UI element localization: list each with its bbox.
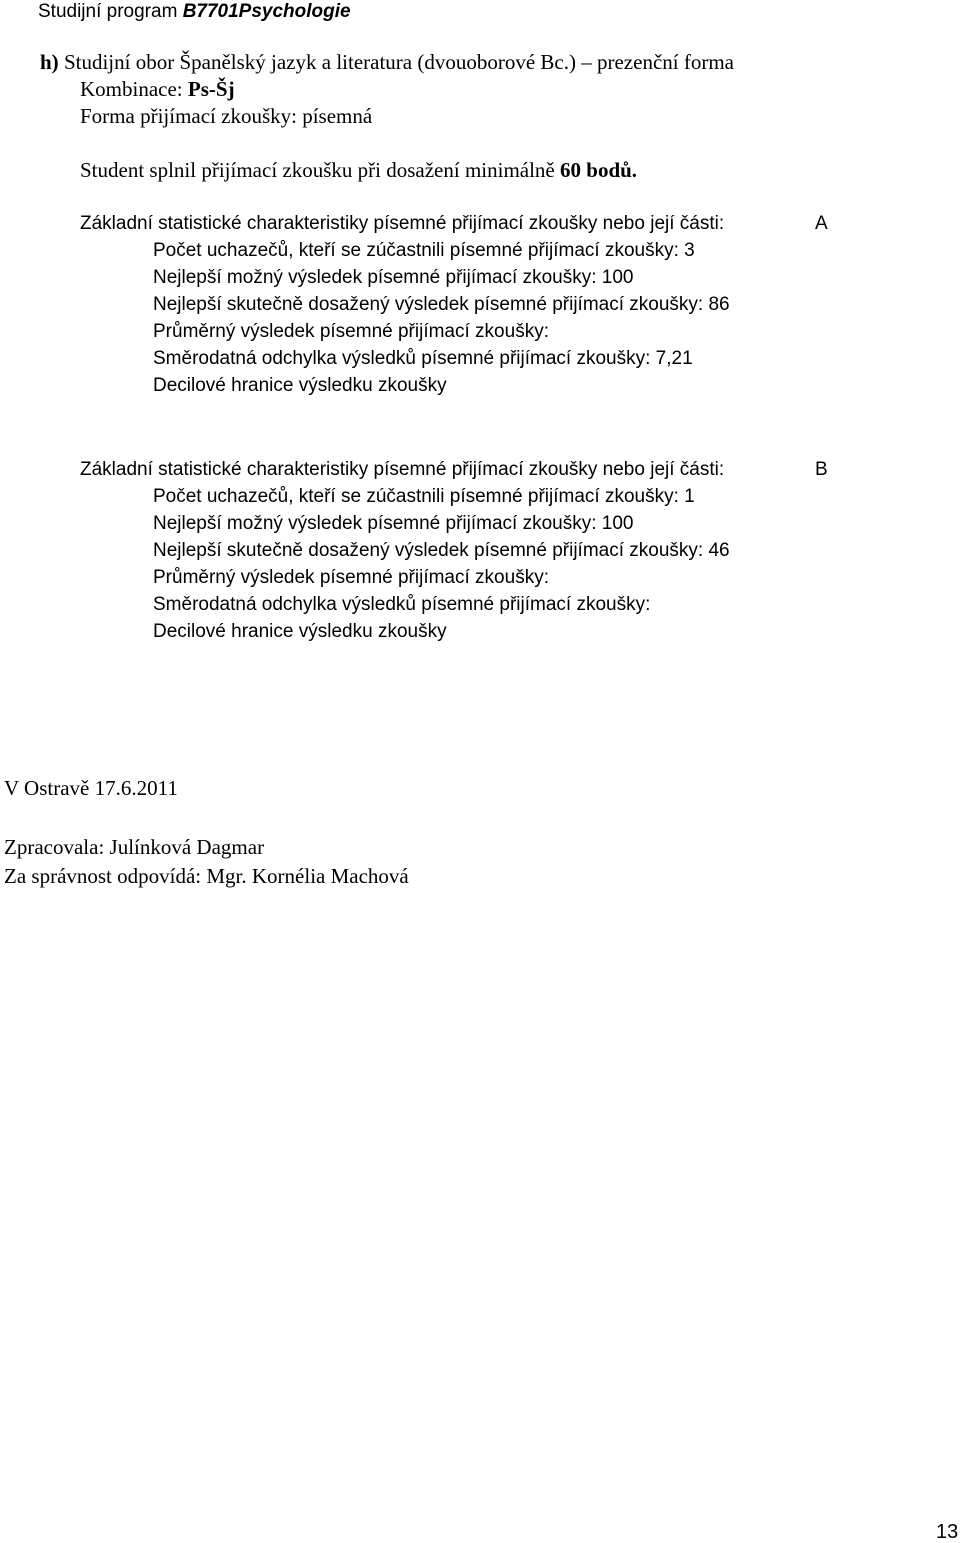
section-a-heading: Základní statistické charakteristiky písemné přijímací zkoušky nebo její části:	[80, 213, 725, 234]
section-b-best-possible: Nejlepší možný výsledek písemné přijímací zkoušky: 100	[153, 513, 634, 534]
section-b-std-deviation: Směrodatná odchylka výsledků písemné přijímací zkoušky:	[153, 594, 651, 615]
section-b-part-letter: B	[815, 459, 828, 480]
study-program-label: Studijní program	[38, 1, 178, 22]
page-number: 13	[936, 1521, 959, 1543]
combination-value: Ps-Šj	[187, 77, 235, 101]
section-b-best-achieved: Nejlepší skutečně dosažený výsledek písemné přijímací zkoušky: 46	[153, 540, 730, 561]
place-and-date: V Ostravě 17.6.2011	[4, 776, 178, 800]
section-a-best-possible: Nejlepší možný výsledek písemné přijímací zkoušky: 100	[153, 267, 634, 288]
responsible-person: Za správnost odpovídá: Mgr. Kornélia Machová	[4, 864, 409, 888]
study-field-letter: h)	[40, 50, 59, 74]
study-program-code: B7701Psychologie	[182, 1, 351, 22]
section-a-std-deviation: Směrodatná odchylka výsledků písemné přijímací zkoušky: 7,21	[153, 348, 693, 369]
minimum-points-line	[80, 160, 637, 181]
combination-label: Kombinace:	[80, 77, 183, 101]
study-field-line	[40, 52, 734, 73]
minimum-points-text: Student splnil přijímací zkoušku při dosažení minimálně	[80, 158, 555, 182]
minimum-points-value: 60 bodů.	[560, 158, 638, 182]
section-b-applicants: Počet uchazečů, kteří se zúčastnili písemné přijímací zkoušky: 1	[153, 486, 695, 507]
study-field-text: Studijní obor Španělský jazyk a literatura (dvouoborové Bc.) – prezenční forma	[63, 50, 734, 74]
prepared-by: Zpracovala: Julínková Dagmar	[4, 835, 265, 859]
section-b-heading: Základní statistické charakteristiky písemné přijímací zkoušky nebo její části:	[80, 459, 725, 480]
section-a-part-letter: A	[815, 213, 828, 234]
section-b-average: Průměrný výsledek písemné přijímací zkoušky:	[153, 567, 549, 588]
section-a-best-achieved: Nejlepší skutečně dosažený výsledek písemné přijímací zkoušky: 86	[153, 294, 730, 315]
section-a-decile-limits: Decilové hranice výsledku zkoušky	[153, 375, 447, 396]
exam-form-line: Forma přijímací zkoušky: písemná	[80, 104, 373, 128]
study-program-line	[38, 2, 351, 21]
section-a-applicants: Počet uchazečů, kteří se zúčastnili písemné přijímací zkoušky: 3	[153, 240, 695, 261]
combination-line	[80, 79, 235, 100]
section-a-average: Průměrný výsledek písemné přijímací zkoušky:	[153, 321, 549, 342]
section-b-decile-limits: Decilové hranice výsledku zkoušky	[153, 621, 447, 642]
